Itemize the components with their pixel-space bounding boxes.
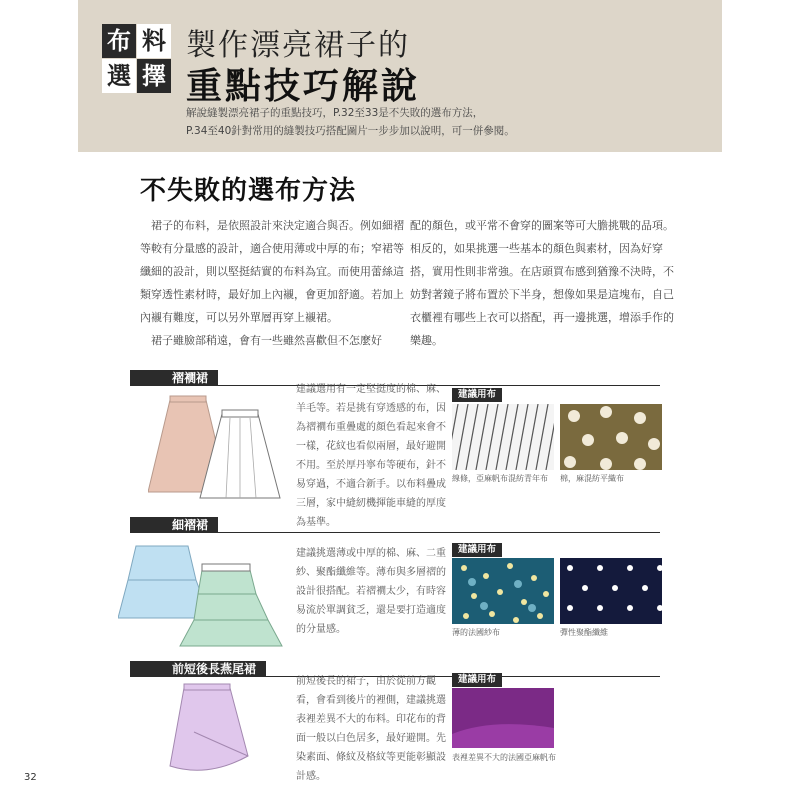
category-description: 前短後長的裙子，由於從前方觀看，會看到後片的裡側，建議挑選表裡差異不大的布料。印花布的背面一般以白色居多，最好避開。先染素面、條紋及格紋等更能彰顯設計感。 [296,676,446,782]
pleated-skirt-illustration [148,392,288,504]
tag-char: 選 [102,59,136,93]
category-description: 建議挑選薄或中厚的棉、麻、二重紗、聚酯纖維等。薄布與多層褶的設計很搭配。若褶襉太少，有時容易流於單調貧乏，還是要打造適度的分量感。 [296,548,446,635]
paragraph: 裙子雖臉部稍遠，會有一些雖然喜歡但不怎麼好 [151,334,382,347]
section-title: 不失敗的選布方法 [140,176,357,206]
paragraph: 配的顏色，或平常不會穿的圖案等可大膽挑戰的品項。相反的，如果挑選一些基本的顏色與素材，因為好穿搭，實用性則非常強。在店頭買布感到猶豫不決時，不妨對著鏡子將布置於下半身，想像如果是這塊布，自己衣櫃裡有哪些上衣可以搭配，再一邊挑選，增添手作的樂趣。 [410,219,674,347]
paragraph: 裙子的布料，是依照設計來決定適合與否。例如細褶等較有分量感的設計，適合使用薄或中厚的布；窄裙等纖細的設計，則以堅挺結實的布料為宜。而使用蕾絲這類穿透性素材時，最好加上內襯，會更加舒適。若加上內襯有難度，可以另外單層再穿上襯裙。 [140,219,404,324]
fabric-caption: 表裡差異不大的法國亞麻帆布 [452,753,556,762]
fabric-caption: 薄的法國紗布 [452,628,500,637]
fabric-swatch-floral-teal [452,558,554,624]
body-text-left [140,214,406,352]
intro-line: 解說縫製漂亮裙子的重點技巧，P.32至33是不失敗的選布方法， [186,107,484,119]
page-title-line2: 重點技巧解說 [186,66,421,107]
fabric-caption: 棉，麻混紡平織布 [560,474,624,483]
category-tag [102,24,172,94]
fabric-swatch-polka-olive [560,404,662,470]
category-bar-pleated: 褶襉裙 [130,370,218,386]
tag-char: 布 [102,24,136,58]
tag-char: 擇 [137,59,171,93]
category-description: 建議選用有一定堅挺度的棉、麻、羊毛等。若是挑有穿透感的布，因為褶襉布重疊處的顏色看起來會不一樣，花紋也看似兩層，最好避開不用。至於厚丹寧布等硬布，針不易穿過，不適合新手。以布料疊成三層，家中縫紉機揮能車縫的厚度為基準。 [296,384,446,528]
fabric-swatch-violet-linen [452,688,554,754]
page [78,0,722,800]
recommended-fabric-label: 建議用布 [452,673,502,687]
fabric-swatch-stripe [452,404,554,470]
category-bar-gathered: 細褶裙 [130,517,218,533]
category-bar-high-low: 前短後長燕尾裙 [130,661,266,677]
fabric-caption: 彈性聚酯纖維 [560,628,608,637]
recommended-fabric-label: 建議用布 [452,543,502,557]
tag-char: 料 [137,24,171,58]
high-low-skirt-illustration [164,682,274,780]
body-text-right [410,214,676,352]
gathered-skirt-illustration [118,540,288,652]
header-banner [78,0,722,152]
divider [130,532,660,533]
fabric-caption: 線條，亞麻帆布混紡青年布 [452,474,548,483]
intro-line: P.34至40針對常用的縫製技巧搭配圖片一步步加以說明，可一併參閱。 [186,125,515,137]
intro-text [186,104,515,140]
recommended-fabric-label: 建議用布 [452,388,502,402]
fabric-swatch-polka-navy [560,558,662,624]
page-title-line1: 製作漂亮裙子的 [186,28,410,63]
page-number: 32 [24,772,37,783]
